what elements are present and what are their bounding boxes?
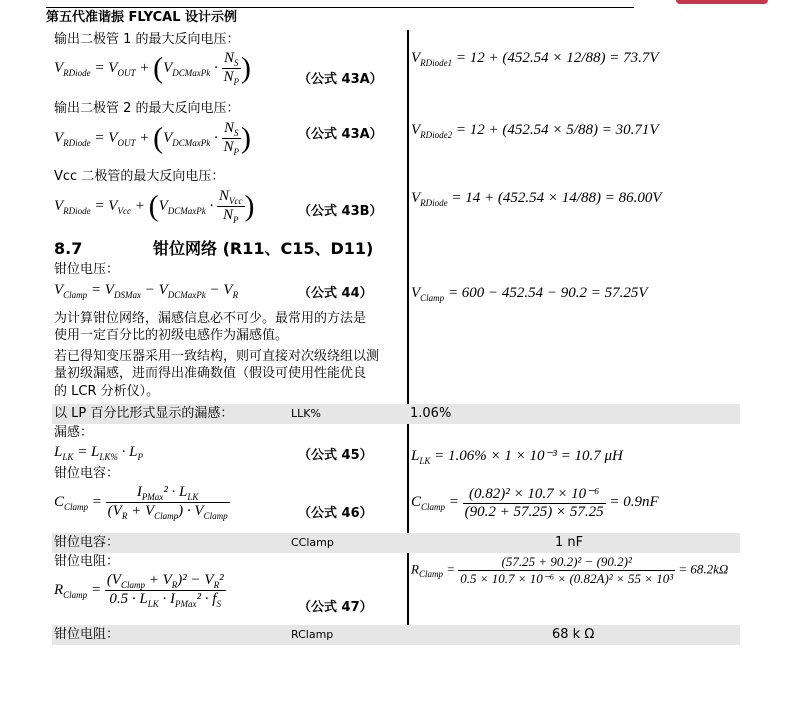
result-value: = 600 − 452.54 − 90.2 = 57.25V: [447, 285, 648, 301]
label-out-diode2: 输出二极管 2 的最大反向电压：: [54, 101, 240, 116]
label-leakage: 漏感：: [54, 425, 94, 440]
result-vrdiode-vcc: $V_{RDiode} = 14 + (452.54 \times 14/88) = 86.00V$: [411, 190, 662, 208]
row-symbol: LLK%: [291, 407, 321, 420]
paragraph-line: 为计算钳位网络，漏感信息必不可少。最常用的方法是: [54, 311, 367, 326]
result-vclamp: $V_{Clamp} = 600 - 452.54 - 90.2 = 57.25V$: [411, 285, 648, 303]
page-title: 第五代准谐振 FLYCAL 设计示例: [46, 10, 238, 25]
result-cclamp: $C_{Clamp}$ = $\frac{\text{(0.82)² × 10.7 × 10⁻⁶}}{(90.2 + 57.25) \times 57.25}$ = 0.9nF: [411, 486, 659, 520]
paragraph-line: 使用一定百分比的初级电感作为漏感值。: [54, 328, 289, 343]
formula-rclamp: $R_{Clamp}$ = $\frac{(V_{Clamp} + V_R)^2 - V_R^2}{0.5 \cdot L_{LK} \cdot I_{PMax}^2 \cdot f_S}$: [54, 572, 224, 609]
label-clamp-cap: 钳位电容：: [54, 466, 120, 481]
row-value: 68 k Ω: [552, 627, 595, 642]
corner-accent: [676, 0, 768, 4]
result-rclamp: $R_{Clamp}$ = $\frac{\text{(57.25 + 90.2)² − (90.2)²}}{\text{0.5 × 10.7 × 10⁻⁶ × (0.82A)² × 55 × 10³}}$ = 68.2kΩ: [411, 554, 729, 586]
equation-tag-43b: （公式 43B）: [298, 204, 383, 219]
equation-tag-44: （公式 44）: [298, 286, 373, 301]
result-vrdiode1: $V_{RDiode1} = 12 + (452.54 \times 12/88) = 73.7V$: [411, 50, 659, 68]
section-number: 8.7: [54, 239, 83, 258]
label-clamp-res: 钳位电阻：: [54, 554, 120, 569]
paragraph-line: 的 LCR 分析仪）。: [54, 384, 160, 399]
label-clamp-voltage: 钳位电压：: [54, 262, 120, 277]
row-label: 钳位电容：: [54, 535, 120, 550]
equation-tag-43a-2: （公式 43A）: [298, 127, 383, 142]
header-rule: [46, 7, 634, 8]
row-label: 以 LP 百分比形式显示的漏感：: [54, 406, 234, 421]
paragraph-line: 量初级漏感，进而得出准确数值（假设可使用性能优良: [54, 366, 367, 381]
result-value: = 0.9nF: [609, 493, 659, 510]
table-row-clamp-cap: [52, 533, 740, 553]
label-out-diode1: 输出二极管 1 的最大反向电压：: [54, 32, 240, 47]
result-llk: $L_{LK} = 1.06\% \times 1 \times 10^{-3} = 10.7$ μH: [411, 448, 623, 466]
result-value: = 12 + (452.54 × 5/88) = 30.71V: [455, 122, 659, 138]
equation-tag-46: （公式 46）: [298, 506, 373, 521]
paragraph-line: 若已得知变压器采用一致结构，则可直接对次级绕组以测: [54, 349, 380, 364]
formula-llk: $L_{LK} = L_{LK\%} \cdot L_P$: [54, 444, 143, 462]
equation-tag-47: （公式 47）: [298, 600, 373, 615]
row-symbol: CClamp: [291, 536, 334, 549]
row-value: 1 nF: [555, 535, 584, 550]
result-value: = 12 + (452.54 × 12/88) = 73.7V: [455, 50, 659, 66]
result-value: = 14 + (452.54 × 14/88) = 86.00V: [451, 190, 662, 206]
row-value: 1.06%: [410, 406, 452, 421]
formula-cclamp: $C_{Clamp}$ = $\frac{I_{PMax}^2 \cdot L_{LK}}{(V_R + V_{Clamp}) \cdot V_{Clamp}}$: [54, 484, 228, 521]
equation-tag-43a: （公式 43A）: [298, 72, 383, 87]
table-row-clamp-res: [52, 625, 740, 645]
equation-tag-45: （公式 45）: [298, 448, 373, 463]
result-vrdiode2: $V_{RDiode2} = 12 + (452.54 \times 5/88) = 30.71V$: [411, 122, 659, 140]
formula-vclamp: $V_{Clamp} = V_{DSMax} - V_{DCMaxPk} - V_R$: [54, 282, 239, 300]
row-label: 钳位电阻：: [54, 627, 120, 642]
result-value: = 68.2kΩ: [678, 561, 729, 577]
formula-vrdiode1: $V_{RDiode} = V_{OUT} + (V_{DCMaxPk}$ · $\frac{N_S}{N_P}$ ): [54, 50, 252, 87]
label-vcc-diode: Vcc 二极管的最大反向电压：: [54, 169, 225, 184]
row-symbol: RClamp: [291, 628, 334, 641]
formula-vrdiode-vcc: $V_{RDiode} = V_{Vcc} + (V_{DCMaxPk}$ · $\frac{N_{Vcc}}{N_P}$ ): [54, 188, 255, 225]
section-title: 钳位网络 (R11、C15、D11): [153, 239, 374, 258]
result-value: = 1.06% × 1 × 10⁻³ = 10.7 μH: [434, 448, 623, 464]
formula-vrdiode2: $V_{RDiode} = V_{OUT} + (V_{DCMaxPk}$ · $\frac{N_S}{N_P}$ ): [54, 120, 252, 157]
